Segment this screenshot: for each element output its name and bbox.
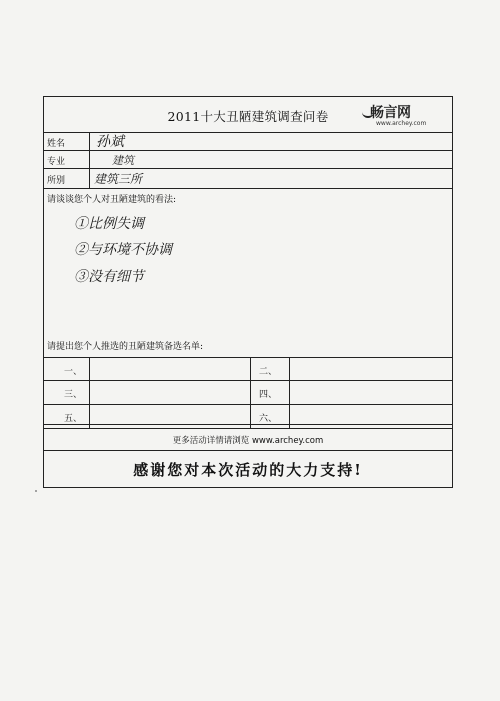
form-title: 2011十大丑陋建筑调查问卷 — [167, 109, 329, 124]
thanks-message: 感谢您对本次活动的大力支持! — [133, 461, 363, 479]
more-info-link[interactable]: 更多活动详情请浏览 www.archey.com — [172, 436, 324, 446]
slot-label: 二、 — [259, 367, 278, 377]
dept-value[interactable]: 建筑三所 — [94, 172, 143, 186]
questionnaire-form — [43, 96, 453, 488]
slot-label: 一、 — [64, 367, 83, 377]
opinion-prompt: 请谈谈您个人对丑陋建筑的看法: — [47, 195, 177, 205]
nomination-header — [44, 333, 452, 357]
name-row — [44, 133, 452, 151]
name-value[interactable]: 孙斌 — [96, 134, 124, 150]
slot-label: 三、 — [64, 390, 83, 400]
more-info-row — [44, 429, 452, 451]
thanks-row — [44, 451, 452, 487]
nomination-row — [44, 381, 452, 405]
slot-label: 五、 — [64, 414, 83, 424]
major-value[interactable]: 建筑 — [112, 154, 134, 167]
scan-speck — [35, 490, 37, 492]
opinion-answer[interactable]: ①比例失调 — [74, 216, 144, 232]
logo-text: 畅言网 — [370, 105, 411, 121]
opinion-answer[interactable]: ②与环境不协调 — [74, 242, 172, 258]
archey-logo — [366, 102, 436, 130]
slot-label: 四、 — [259, 390, 278, 400]
name-label: 姓名 — [47, 139, 66, 149]
nomination-row — [44, 405, 452, 429]
nomination-prompt: 请提出您个人推选的丑陋建筑备选名单: — [47, 342, 204, 352]
title-row — [44, 97, 452, 133]
slot-label: 六、 — [259, 414, 278, 424]
dept-row — [44, 169, 452, 189]
nomination-row — [44, 357, 452, 381]
major-label: 专业 — [47, 157, 66, 167]
opinion-answer[interactable]: ③没有细节 — [74, 269, 144, 285]
logo-url: www.archey.com — [376, 120, 427, 127]
major-row — [44, 151, 452, 169]
dept-label: 所别 — [47, 176, 66, 186]
